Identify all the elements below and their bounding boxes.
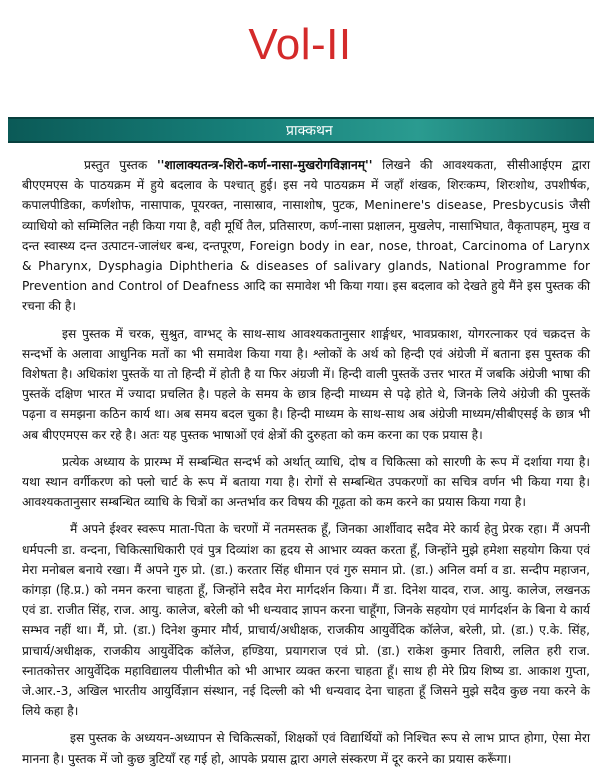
paragraph-1-intro: प्रस्तुत पुस्तक bbox=[84, 158, 157, 172]
preface-body bbox=[22, 155, 590, 776]
volume-title: Vol-II bbox=[248, 20, 352, 69]
paragraph-1-rest: लिखने की आवश्यकता, सीसीआईएम द्वारा बीएएमएस के पाठयक्रम में हुये बदलाव के पश्चात् हुई। इस नये पाठयक्रम में जहाँ शंखक, शिरःकम्प, शिरःशोथ, उपशीर्षक, कपालपीडिका, कर्णशोफ, नासापाक, पूयरक्त, नासास्राव, नासाशोष, पुटक, Meninere's disease, Presbycusis जैसी व्याधियो को सम्मिलित नही किया गया है, वही मूर्धि तैल, प्रतिसारण, कर्ण-नासा प्रक्षालन, मुखलेप, नासाभिघात, वैकृतापहम्, मुख व दन्त स्वास्थ्य दन्त उत्पाटन-जालंधर बन्ध, दन्तपूरण, Foreign body in ear, nose, throat, Carcinoma of Larynx & Pharynx, Dysphagia Diphtheria & diseases of salivary glands, National Programme for Prevention and Control of Deafness आदि का समावेश भी किया गया। इस बदलाव को देखते हुये मैंने इस पुस्तक की रचना की है। bbox=[22, 158, 591, 314]
preface-paragraph-1 bbox=[22, 155, 590, 317]
preface-paragraph-5: इस पुस्तक के अध्ययन-अध्यापन से चिकित्सकों, शिक्षकों एवं विद्यार्थियों को निश्चित रूप से लाभ प्राप्त होगा, ऐसा मेरा मानना है। पुस्तक में जो कुछ त्रुटियाँ रह गई हो, आपके प्रयास द्वारा अगले संस्करण में दूर करने का प्रयास करूँगा। bbox=[22, 731, 590, 766]
section-banner bbox=[8, 117, 594, 143]
preface-paragraph-2: इस पुस्तक में चरक, सुश्रुत, वाग्भट् के साथ-साथ आवश्यकतानुसार शार्ङ्गधर, भावप्रकाश, योगरत्नाकर एवं चक्रदत्त के सन्दर्भो के अलावा आधुनिक मतों का भी समावेश किया गया है। श्लोकों के अर्थ को हिन्दी एवं अंग्रेजी में बताना इस पुस्तक की विशेषता है। अधिकांश पुस्तकें या तो हिन्दी में होती है या फिर अंग्रजी में। हिन्दी वाली पुस्तकें उत्तर भारत में जबकि अंग्रेजी भाषा की पुस्तकें दक्षिण भारत में ज्यादा प्रचलित है। पहले के समय के छात्र हिन्दी माध्यम से पढ़े होते थे, जिनके लिये अंग्रेजी की पुस्तकें पढ़ना व समझना कठिन कार्य था। अब समय बदल चुका है। हिन्दी माध्यम के साथ-साथ अब अंग्रेजी माध्यम/सीबीएसई के छात्र भी अब बीएएमएस कर रहे है। अतः यह पुस्तक भाषाओं एवं क्षेत्रों की दुरुहता को कम करना का एक प्रयास है। bbox=[22, 326, 590, 442]
preface-paragraph-4: मैं अपने ईश्वर स्वरूप माता-पिता के चरणों में नतमस्तक हूँ, जिनका आर्शीवाद सदैव मेरे कार्य हेतु प्रेरक रहा। मैं अपनी धर्मपत्नी डा. वन्दना, चिकित्साधिकारी एवं पुत्र दिव्यांश का हृदय से आभार व्यक्त करता हूँ, जिन्होंने मुझे हमेशा सहयोग किया एवं मेरा मनोबल बनाये रखा। मैं अपने गुरु प्रो. (डा.) करतार सिंह धीमान एवं गुरु समान प्रो. (डा.) अनिल वर्मा व डा. सन्दीप महाजन, कांगड़ा (हि.प्र.) को नमन करना चाहता हूँ, जिन्होंने सदैव मेरा मार्गदर्शन किया। मैं डा. दिनेश यादव, राज. आयु. कालेज, लखनऊ एवं डा. राजीत सिंह, राज. आयु. कालेज, बरेली को भी धन्यवाद ज्ञापन करना चाहूँगा, जिनके सहयोग एवं मार्गदर्शन के बिना ये कार्य सम्भव नहीं था। मैं, प्रो. (डा.) दिनेश कुमार मौर्य, प्राचार्य/अधीक्षक, राजकीय आयुर्वेदिक कॉलेज, बरेली, प्रो. (डा.) ए.के. सिंह, प्राचार्य/अधीक्षक, राजकीय आयुर्वेदिक कॉलेज, हण्डिया, प्रयागराज एवं प्रो. (डा.) राकेश कुमार तिवारी, ललित हरी राज. स्नातकोत्तर आयुर्वेदिक महाविद्यालय पीलीभीत को भी आभार व्यक्त करना चाहता हूँ। साथ ही मेरे प्रिय शिष्य डा. आकाश गुप्ता, जे.आर.-3, अखिल भारतीय आयुर्विज्ञान संस्थान, नई दिल्ली को भी धन्यवाद देना चाहता हूँ जिसने मुझे सदैव कुछ नया करने के लिये कहा है। bbox=[22, 522, 590, 719]
book-title: ''शालाक्यतन्त्र-शिरो-कर्ण-नासा-मुखरोगविज्ञानम्'' bbox=[156, 158, 373, 172]
preface-paragraph-3: प्रत्येक अध्याय के प्रारम्भ में सम्बन्धित सन्दर्भ को अर्थात् व्याधि, दोष व चिकित्सा को सारणी के रूप में दर्शाया गया है। यथा स्थान वर्गीकरण को फ्लो चार्ट के रूप में बताया गया है। रोगों से सम्बन्धित उपकरणों का सचित्र वर्णन भी किया गया है। आवश्यकतानुसार सम्बन्धित व्याधि के चित्रों का अन्तर्भाव कर विषय की गूढ़ता को कम करने का प्रयास किया गया है। bbox=[22, 454, 591, 510]
section-title: प्राक्कथन bbox=[286, 123, 333, 139]
